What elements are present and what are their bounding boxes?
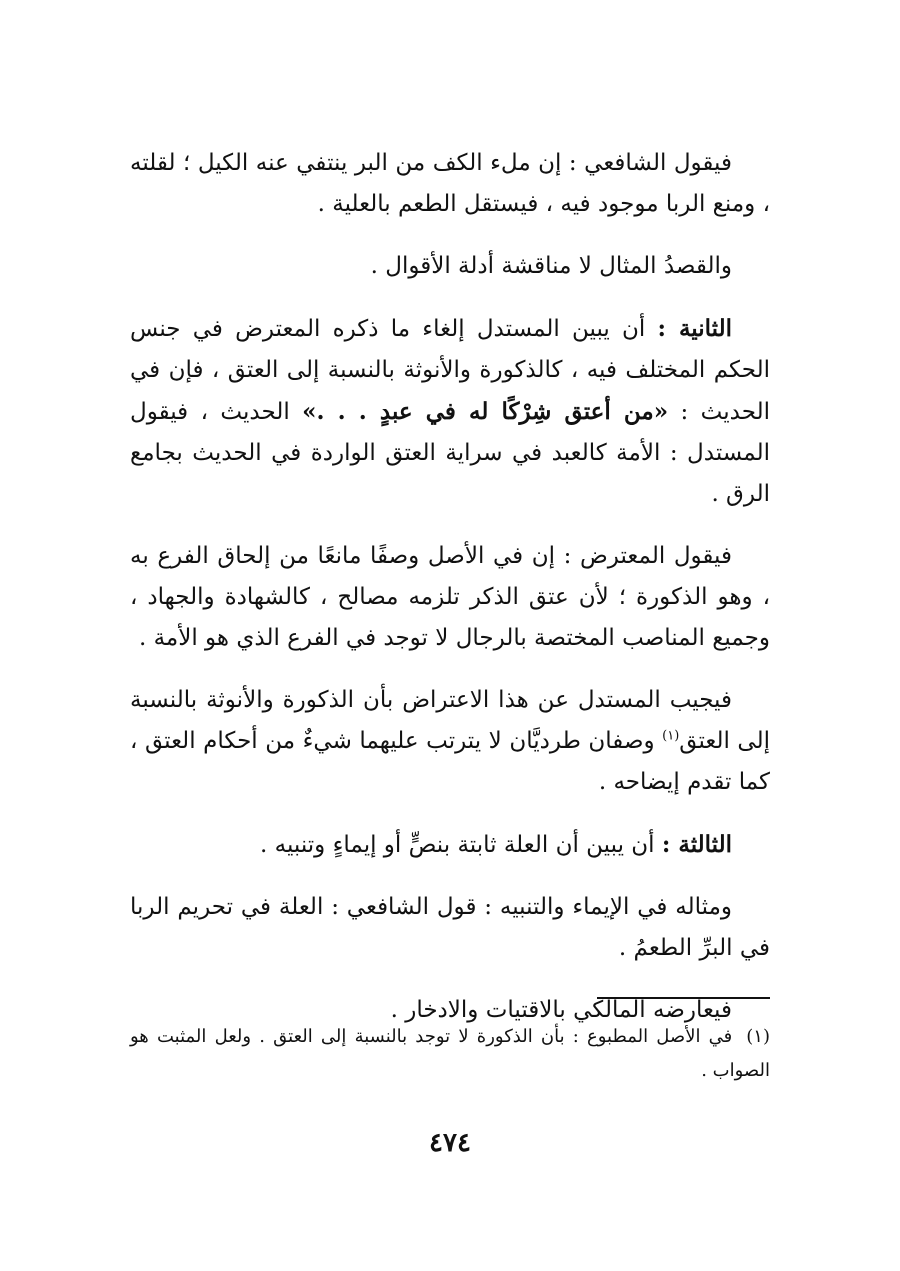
paragraph-text: ومثاله في الإيماء والتنبيه : قول الشافعي : العلة في تحريم الربا في البرِّ الطعمُ . (130, 894, 770, 961)
section-lead: الثالثة : (661, 831, 732, 858)
paragraph-text: فيعارضه المالكي بالاقتيات والادخار . (390, 997, 732, 1023)
paragraph (130, 680, 770, 803)
page-number: ٤٧٤ (429, 1128, 471, 1158)
footnote-text: في الأصل المطبوع : بأن الذكورة لا توجد بالنسبة إلى العتق . ولعل المثبت هو الصواب . (130, 1026, 770, 1081)
paragraph (130, 308, 770, 515)
footnote (130, 1020, 770, 1088)
paragraph-text: فيقول المعترض : إن في الأصل وصفًا مانعًا من إلحاق الفرع به ، وهو الذكورة ؛ لأن عتق الذكر تلزمه مصالح ، كالشهادة والجهاد ، وجميع المناصب المختصة بالرجال لا توجد في الفرع الذي هو الأمة . (130, 543, 770, 651)
main-text (130, 143, 770, 1052)
paragraph-text: أن يبين أن العلة ثابتة بنصٍّ أو إيماءٍ وتنبيه . (259, 832, 662, 858)
paragraph-text: وصفان طرديَّان لا يترتب عليهما شيءٌ من أحكام العتق ، كما تقدم إيضاحه . (130, 728, 770, 795)
paragraph-text: فيجيب المستدل عن هذا الاعتراض بأن الذكورة والأنوثة بالنسبة إلى العتق (130, 687, 770, 754)
footnote-reference[interactable]: (١) (662, 728, 680, 744)
paragraph (130, 887, 770, 969)
paragraph-text: فيقول الشافعي : إن ملء الكف من البر ينتفي عنه الكيل ؛ لقلته ، ومنع الربا موجود فيه ، فيستقل الطعم بالعلية . (130, 150, 770, 217)
footnote-divider (597, 997, 770, 999)
paragraph (130, 143, 770, 225)
paragraph (130, 824, 770, 866)
paragraph-text: الحديث ، فيقول المستدل : الأمة كالعبد في سراية العتق الواردة في الحديث بجامع الرق . (130, 399, 770, 507)
paragraph (130, 246, 770, 287)
section-lead: الثانية : (657, 315, 732, 342)
paragraph-text: والقصدُ المثال لا مناقشة أدلة الأقوال . (370, 253, 732, 279)
hadith-quote: «من أعتق شِرْكًا له في عبدٍ . . .» (302, 398, 669, 425)
paragraph-text: أن يبين المستدل إلغاء ما ذكره المعترض في جنس الحكم المختلف فيه ، كالذكورة والأنوثة بالنسبة إلى العتق ، فإن في الحديث : (130, 316, 770, 425)
footnote-number: (١) (746, 1026, 770, 1047)
paragraph (130, 536, 770, 659)
